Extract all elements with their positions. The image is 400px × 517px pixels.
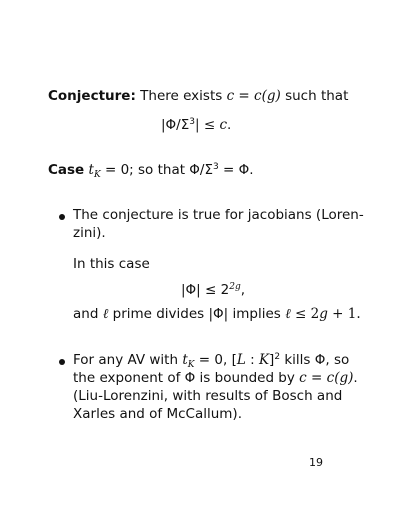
- bullet1-line1: The conjecture is true for jacobians (Loren-: [73, 207, 364, 223]
- bullet1-in-case: In this case: [73, 256, 150, 272]
- case-exp: 3: [213, 162, 219, 172]
- conjecture-formula: [161, 117, 231, 133]
- math-eq: =: [234, 88, 255, 104]
- case-t: t: [88, 162, 94, 178]
- math-bracket: ]: [269, 352, 275, 368]
- case-sub: K: [93, 170, 101, 180]
- formula-c: c: [219, 117, 228, 133]
- bullet1-formula: [181, 282, 245, 298]
- math-cg: c(g): [254, 88, 281, 104]
- case-tail: = Φ.: [218, 162, 254, 178]
- bullet-dot: [59, 214, 65, 220]
- bullet2-text-a: For any AV with: [73, 352, 183, 368]
- bullet2-sub: K: [187, 360, 195, 370]
- math-ell: ℓ: [102, 306, 109, 322]
- formula-rhs: | ≤: [195, 117, 220, 133]
- math-L: L: [236, 352, 246, 368]
- conjecture-line: [48, 88, 348, 104]
- math-ell-2: ℓ: [285, 306, 291, 322]
- bullet2-line1: [73, 352, 349, 368]
- bullet2-line2-text: the exponent of Φ is bounded by: [73, 370, 300, 386]
- math-c-2: c: [299, 370, 307, 386]
- bullet1-formula-lhs: |Φ| ≤ 2: [181, 282, 230, 298]
- bullet2-line4: Xarles and of McCallum).: [73, 406, 242, 422]
- case-label: Case: [48, 162, 85, 178]
- conjecture-text: There exists: [140, 88, 227, 104]
- bullet1-line2: zini).: [73, 225, 106, 241]
- math-g: g: [319, 306, 328, 322]
- math-plus-one: + 1.: [327, 306, 361, 322]
- bullet1-formula-tail: ,: [240, 282, 246, 298]
- bullet2-text-b: = 0, [: [194, 352, 237, 368]
- bullet2-exp: 2: [274, 352, 281, 362]
- bullet2-text-d: kills Φ, so: [280, 352, 350, 368]
- bullet-dot: [59, 359, 65, 365]
- bullet1-formula-exp: 2g: [229, 282, 241, 292]
- bullet2-t: t: [182, 352, 188, 368]
- case-text: = 0; so that Φ/Σ: [100, 162, 214, 178]
- bullet1-implies-line: [73, 306, 361, 322]
- conjecture-text-end: such that: [280, 88, 349, 104]
- case-line: [48, 162, 254, 178]
- bullet2-line2: [73, 370, 358, 386]
- math-eq-2: =: [306, 370, 327, 386]
- formula-lhs: |Φ/Σ: [161, 117, 190, 133]
- formula-dot: .: [227, 117, 232, 133]
- bullet2-line3: (Liu-Lorenzini, with results of Bosch and: [73, 388, 343, 404]
- conjecture-label: Conjecture:: [48, 88, 136, 104]
- math-cg-2: c(g): [326, 370, 354, 386]
- page-number: 19: [309, 456, 323, 469]
- bullet1-prime-text: prime divides |Φ| implies: [108, 306, 286, 322]
- bullet2-dot-end: .: [353, 370, 358, 386]
- bullet1-and: and: [73, 306, 103, 322]
- math-c: c: [226, 88, 235, 104]
- math-colon: :: [245, 352, 259, 368]
- math-K: K: [258, 352, 270, 368]
- formula-exp: 3: [189, 117, 195, 127]
- math-le: ≤ 2: [290, 306, 320, 322]
